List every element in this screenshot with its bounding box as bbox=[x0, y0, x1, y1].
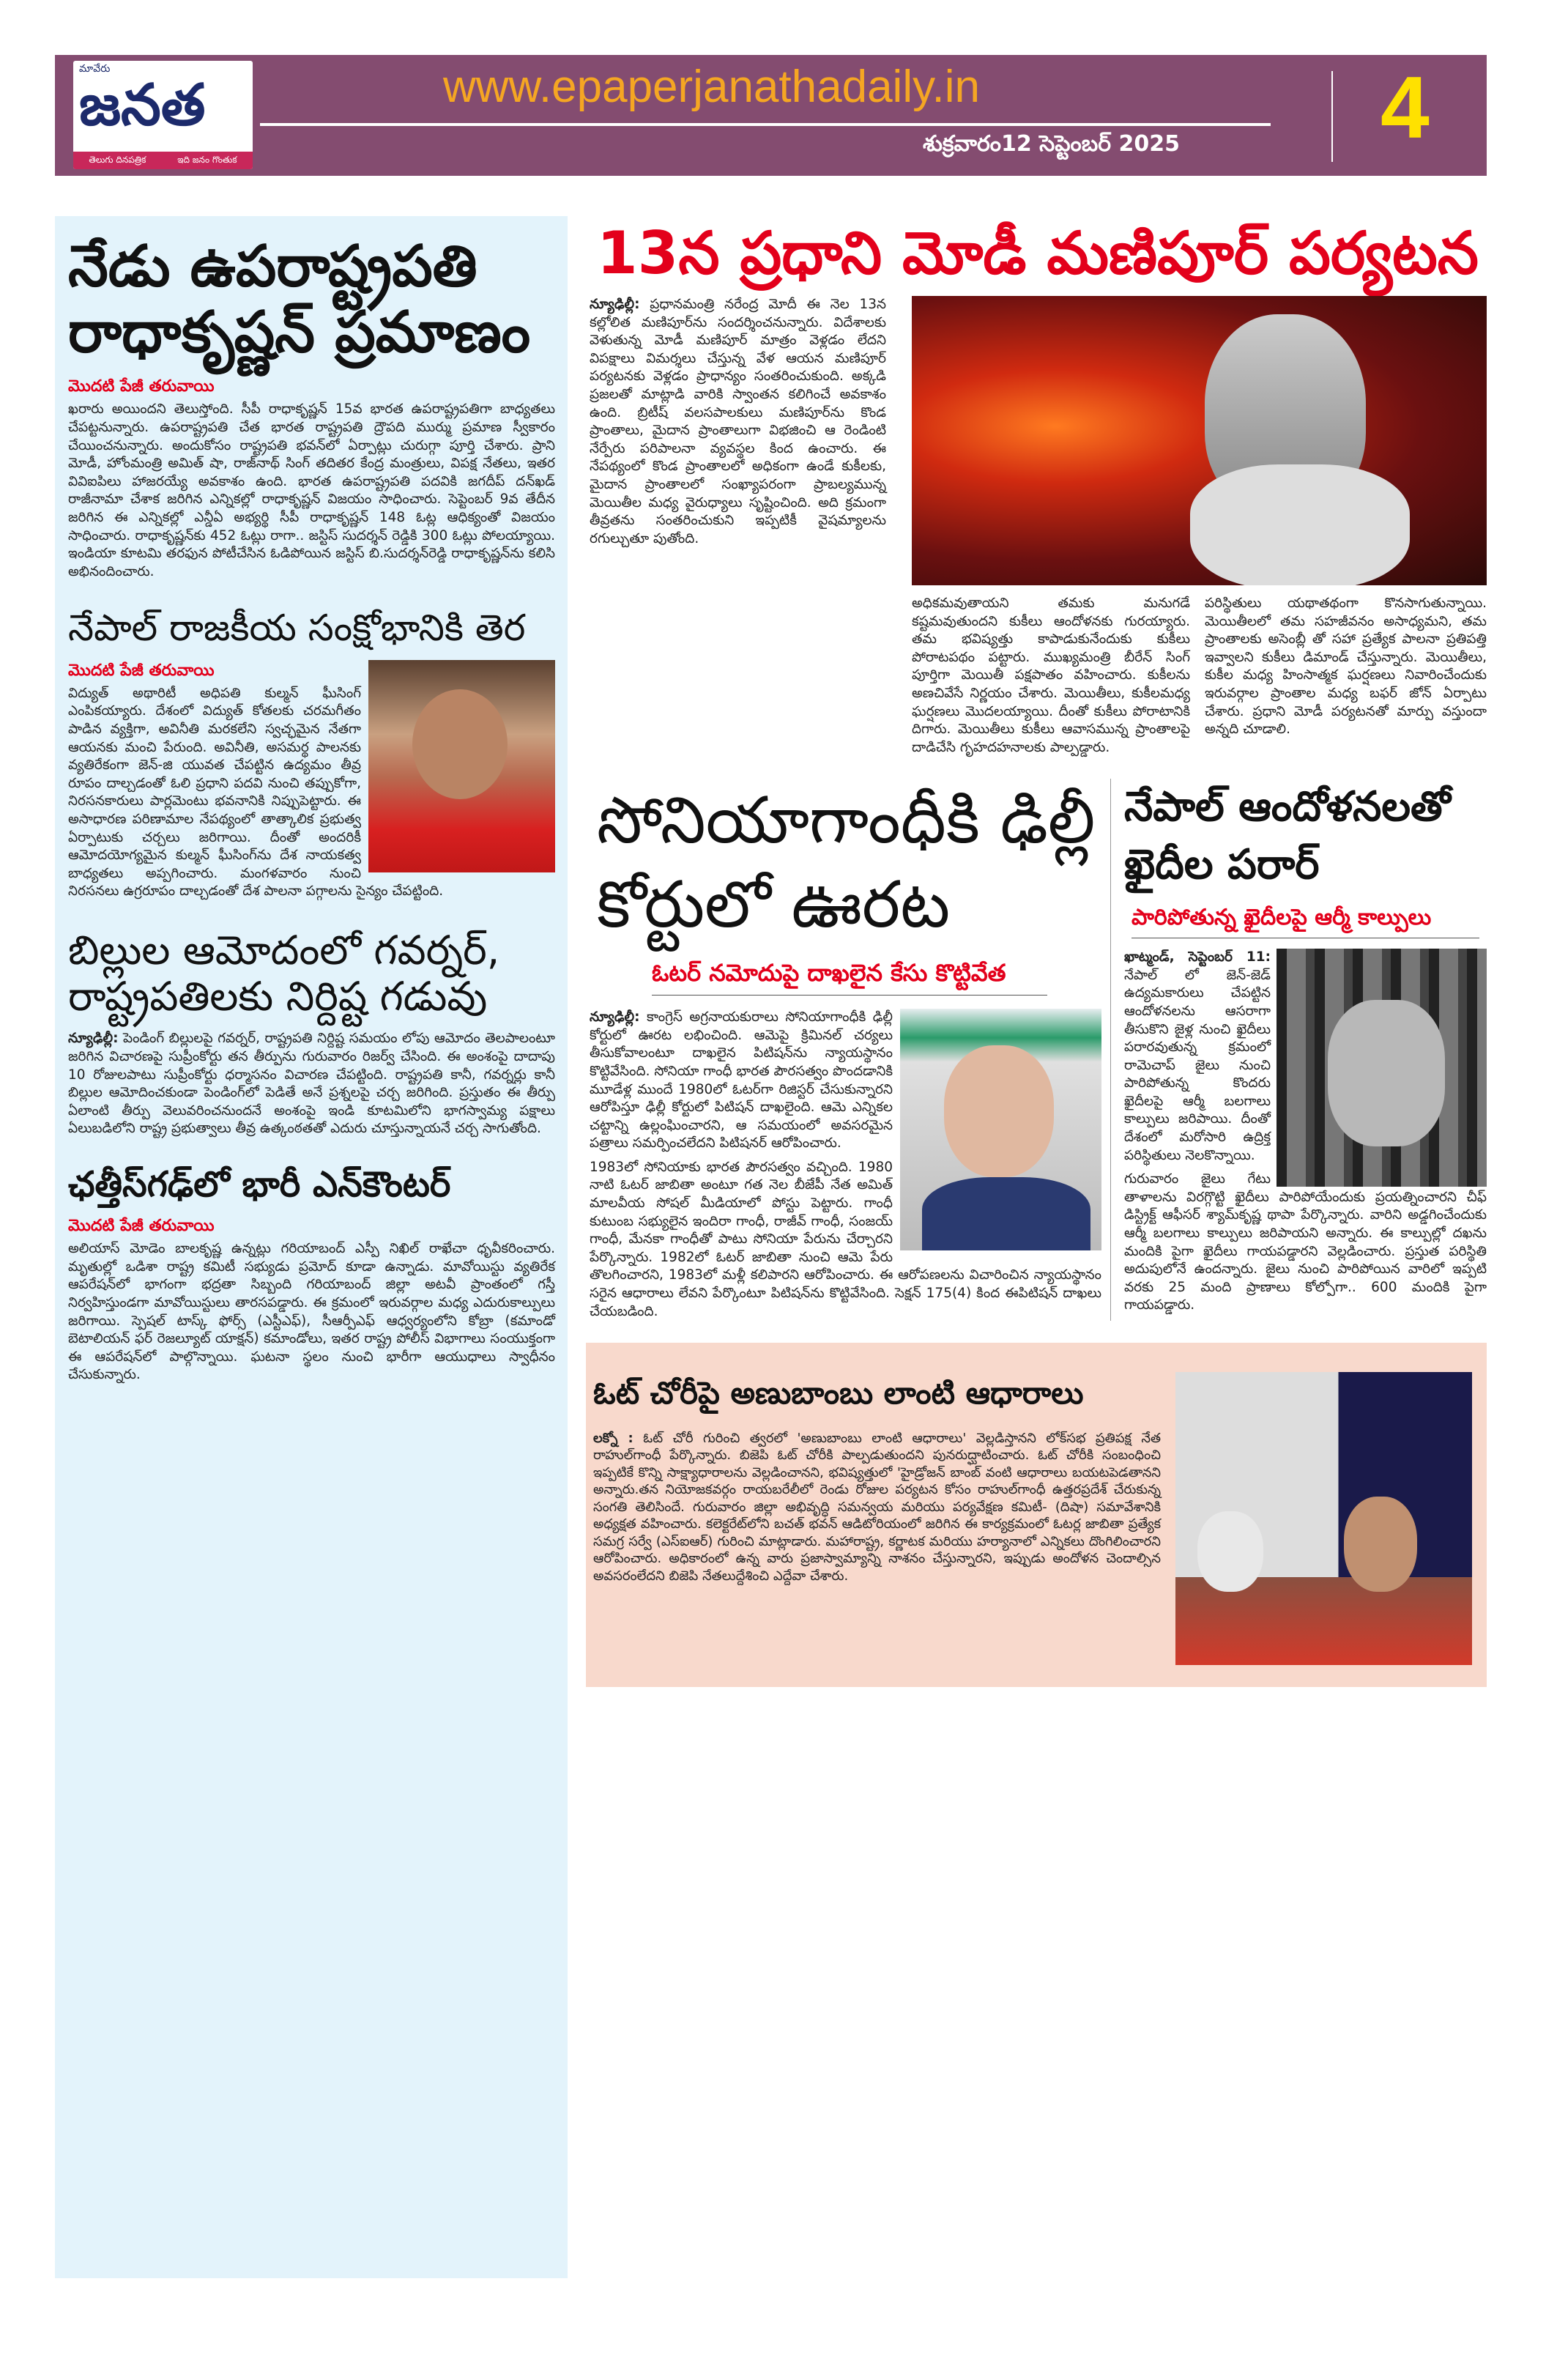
photo-sonia-gandhi bbox=[900, 1009, 1101, 1250]
dateline: లక్నో : bbox=[593, 1430, 633, 1446]
article-body-modi: న్యూఢిల్లీ: ప్రధానమంత్రి నరేంద్ర మోదీ ఈ నెల 13న కల్లోలిత మణిపూర్‌ను సందర్శించనున్నారు. విదేశాలకు వెళుతున్న మోడీ మణిపూర్ మాత్రం వెళ్లడం లేదని విపక్షాలు విమర్శలు చేస్తున్న వేళ ఆయన మణిపూర్ పర్యటనకు వెళ్లడం ప్రాధాన్యం సంతరించుకుంది. అక్కడి ప్రజలతో మాట్లాడి వారికి స్వాంతన కలిగించే అవకాశం ఉంది. బ్రిటీష్ వలసపాలకులు మణిపూర్‌ను కొండ ప్రాంతాలు, మైదాన ప్రాంతాలుగా విభజించి ఆ రెండింటి నేర్పేరు పరిపాలనా వ్యవస్థల కింద ఉంచారు. ఈ నేపథ్యంలో కొండ ప్రాంతాలలో అధికంగా ఉండే కుకీలకు, మైదాన ప్రాంతాలలో సంఖ్యాపరంగా ప్రాబల్యమున్న మెయితీల మధ్య వైరుధ్యాలు సృష్టించింది. అది క్రమంగా తీవ్రతను సంతరించుకుని ఇప్పటికీ వైషమ్యాలను రగుల్చుతూ పుతోంది. bbox=[590, 297, 886, 546]
dateline: న్యూఢిల్లీ: bbox=[68, 1031, 119, 1047]
page-number: 4 bbox=[1381, 59, 1430, 157]
article-body-chhattisgarh: అలియాస్ మోడెం బాలకృష్ణ ఉన్నట్లు గరియాబంద్ ఎస్పీ నిఖిల్ రాఖేచా ధృవీకరించారు. మృతుల్లో ఒడిశా రాష్ట్ర కమిటీ సభ్యుడు ప్రమోద్ కూడా ఉన్నాడు. మావోయిస్టు వ్యతిరేక ఆపరేషన్‌లో భాగంగా భద్రతా సిబ్బంది గరియాబంద్ జిల్లా అటవీ ప్రాంతంలో గస్తీ నిర్వహిస్తుండగా మావోయిస్టులు తారసపడ్డారు. ఈ క్రమంలో ఇరువర్గాల మధ్య ఎదురుకాల్పులు జరిగాయి. స్పెషల్ టాస్క్ ఫోర్స్ (ఎస్టీఎఫ్), సీఆర్పీఎఫ్ ఆధ్వర్యంలోని కోబ్రా (కమాండో బెటాలియన్ ఫర్ రెజల్యూట్ యాక్షన్) కమాండోలు, ఇతర రాష్ట్ర పోలీస్ విభాగాలు సంయుక్తంగా ఈ ఆపరేషన్‌లో పాల్గొన్నాయి. ఘటనా స్థలం నుంచి భారీగా ఆయుధాలు స్వాధీనం చేసుకున్నారు. bbox=[68, 1241, 555, 1383]
article-body-modi-col3: పరిస్థితులు యథాతథంగా కొనసాగుతున్నాయి. మెయితీలలో తమ సహజీవనం అసాధ్యమని, తమ ప్రాంతాలకు అసెంబ్లీ తో సహా ప్రత్యేక పాలనా ప్రతిపత్తి ఇవ్వాలని కుకీలు డిమాండ్ చేస్తున్నారు. మెయితీలు, కుకీల మధ్య హింసాత్మక ఘర్షణలు నివారించేందుకు ఇరువర్గాల ప్రాంతాల మధ్య బఫర్ జోన్ ఏర్పాటు చేశారు. ప్రధాని మోడీ పర్యటనతో మార్పు వస్తుందా అన్నది చూడాలి. bbox=[1205, 596, 1487, 738]
subheadline-sonia: ఓటర్ నమోదుపై దాఖలైన కేసు కొట్టివేత bbox=[652, 959, 1006, 987]
continued-label: మొదటి పేజీ తరువాయి bbox=[68, 1217, 215, 1236]
article-body-vp: ఖరారు అయిందని తెలుస్తోంది. సీపీ రాధాకృష్ణన్ 15వ భారత ఉపరాష్ట్రపతిగా బాధ్యతలు చేపట్టనున్నారు. ఉపరాష్ట్రపతి చేత భారత రాష్ట్రపతి ద్రౌపది ముర్ము ప్రమాణ స్వీకారం చేయించనున్నారు. అందుకోసం రాష్ట్రపతి భవన్‌లో ఏర్పాట్లు చురుగ్గా పూర్తి చేశారు. ప్రాని మోడీ, హోంమంత్రి అమిత్ షా, రాజ్‌నాథ్ సింగ్ తదితర కేంద్ర మంత్రులు, విపక్ష నేతలు, ఇతర వివిఐపిలు హాజరయ్యే అవకాశం ఉంది. భారత ఉపరాష్ట్రపతి పదవికి జగదీప్ దన్‌ఖడ్ రాజీనామా చేశాక జరిగిన ఎన్నికల్లో రాధాకృష్ణన్ విజయం సాధించారు. సెప్టెంబర్ 9వ తేదీన జరిగిన ఈ ఎన్నికల్లో ఎన్డీఏ అభ్యర్థి సీపీ రాధాకృష్ణన్ 148 ఓట్ల ఆధిక్యంతో విజయం సాధించారు. రాధాకృష్ణన్‌కు 452 ఓట్లు రాగా.. జస్టిస్ సుదర్శన్ రెడ్డికి 300 ఓట్లు పోలయ్యాయి. ఇండియా కూటమి తరఫున పోటీచేసిన ఓడిపోయిన జస్టిస్ బి.సుదర్శన్‌రెడ్డి రాధాకృష్ణన్‌ను కలిసి అభినందించారు. bbox=[68, 401, 555, 579]
continued-label: మొదటి పేజీ తరువాయి bbox=[68, 661, 215, 680]
article-body-sonia-cont: 1983లో సోనియాకు భారత పౌరసత్వం వచ్చింది. 1980 నాటి ఓటర్ జాబితా అంటూ గత నెల బీజేపీ నేత అమిత్ మాలవీయ సోషల్ మీడియాలో పోస్టు పెట్టారు. గాంధీ కుటుంబ సభ్యులైన ఇందిరా గాంధీ, రాజీవ్ గాంధీ, సంజయ్ గాంధీ, మేనకా గాంధీతో పాటు సోనియా పేరును చేర్చారని పేర్కొన్నారు. 1982లో ఓటర్ జాబితా నుంచి ఆమె పేరు తొలగించారని, 1983లో మళ్లీ కలిపారని ఆరోపించారు. ఈ ఆరోపణలను విచారించిన న్యాయస్థానం సరైన ఆధారాలు లేవని పేర్కొంటూ పిటిషన్‌ను కొట్టివేసింది. సెక్షన్ 175(4) కింద ఈపిటిషన్ దాఖలు చేయబడింది. bbox=[590, 1159, 1101, 1319]
headline-sonia: సోనియాగాంధీకి ఢిల్లీ కోర్టులో ఊరట bbox=[597, 782, 1096, 942]
divider bbox=[652, 995, 1047, 996]
headline-vp: నేడు ఉపరాష్ట్రపతి రాధాకృష్ణన్ ప్రమాణం bbox=[68, 234, 531, 366]
masthead bbox=[55, 55, 1487, 176]
article-body-vote-theft: లక్నో : ఓట్ చోరీ గురించి త్వరలో 'అణుబాంబు లాంటి ఆధారాలు' వెల్లడిస్తానని లోక్‌సభ ప్రతిపక్ష నేత రాహుల్‌గాంధీ పేర్కొన్నారు. బిజెపి ఓట్ చోరీకి పాల్పడుతుందని పునరుద్ఘాటించారు. ఓట్ చోరీకి సంబంధించి ఇప్పటికే కొన్ని సాక్ష్యాధారాలను వెల్లడించానని, భవిష్యత్తులో 'హైడ్రోజన్ బాంబ్ వంటి ఆధారాలు బయటపెడతానని అన్నారు.తన నియోజకవర్గం రాయబరేలీలో రెండు రోజుల పర్యటన కోసం రాహుల్‌గాంధీ ఉత్తరప్రదేశ్ చేరుకున్న సంగతి తెలిసిందే. గురువారం జిల్లా అభివృద్ధి సమన్వయ మరియు పర్యవేక్షణ కమిటీ- (దిషా) సమావేశానికి అధ్యక్షత వహించారు. కలెక్టరేట్‌లోని బచత్ భవన్ ఆడిటోరియంలో జరిగిన ఈ కార్యక్రమంలో ఓటర్ల జాబితా ప్రత్యేక సమగ్ర సర్వే (ఎస్ఐఆర్) గురించి మాట్లాడారు. మహారాష్ట్ర, కర్ణాటక మరియు హర్యానాలో ఎన్నికలు దొంగిలించారని ఆరోపించారు. అధికారంలో ఉన్న వారు ప్రజాస్వామ్యాన్ని నాశనం చేస్తున్నారని, ఇప్పుడు అందోళన చెందాల్సిన అవసరంలేదని బిజెపి నేతలుద్దేశించి ఎద్దేవా చేశారు. bbox=[593, 1430, 1161, 1584]
article-body-nepal-politics: విద్యుత్ అథారిటీ అధిపతి కుల్మన్ ఘీసింగ్ ఎంపికయ్యారు. దేశంలో విద్యుత్ కోతలకు చరమగీతం పాడిన వ్యక్తిగా, అవినీతి మరకలేని స్వచ్ఛమైన నేతగా ఆయనకు మంచి పేరుంది. అవినీతి, అసమర్థ పాలనకు వ్యతిరేకంగా జెన్-జి యువత చేపట్టిన ఉద్యమం తీవ్ర రూపం దాల్చడంతో ఓలి ప్రధాని పదవి నుంచి తప్పుకోగా, నిరసనకారులు పార్లమెంటు భవనానికి నిప్పుపెట్టారు. ఈ అసాధారణ పరిణామాల నేపథ్యంలో తాత్కాలిక ప్రభుత్వ ఏర్పాటుకు చర్చలు జరిగాయి. దీంతో అందరికీ ఆమోదయోగ్యమైన కుల్మన్ ఘీసింగ్‌ను దేశ నాయకత్వ బాధ్యతలు అప్పగించారు. మంగళవారం నుంచి నిరసనలు ఉగ్రరూపం దాల్చడంతో దేశ పాలనా పగ్గాలను సైన్యం చేపట్టింది. bbox=[68, 685, 444, 900]
dateline: న్యూఢిల్లీ: bbox=[590, 1009, 640, 1026]
divider bbox=[1331, 71, 1333, 162]
article-body-nepal-prisoners: ఖాట్మండ్, సెప్టెంబర్ 11: నేపాల్ లో జెన్-జెడ్ ఉద్యమకారులు చేపట్టిన ఆందోళనలను ఆసరాగా తీసుకొని జైళ్ల నుంచి ఖైదీలు పరారవుతున్న క్రమంలో రామెచాప్ జైలు నుంచి పారిపోతున్న కొందరు ఖైదీలపై ఆర్మీ బలగాలు కాల్పులు జరిపాయి. దీంతో దేశంలో మరోసారి ఉద్రిక్త పరిస్థితులు నెలకొన్నాయి. bbox=[1124, 949, 1271, 1163]
headline-modi-manipur: 13న ప్రధాని మోడీ మణిపూర్ పర్యటన bbox=[597, 219, 1479, 287]
logo-tagline-right: ఇది జనం గొంతుక bbox=[177, 154, 237, 165]
logo-small-text: మావేరు bbox=[79, 63, 111, 75]
website-url[interactable]: www.epaperjanathadaily.in bbox=[443, 62, 980, 112]
photo-kulman-ghising bbox=[368, 660, 555, 872]
logo-text: జనత bbox=[79, 73, 206, 138]
article-body-nepal-prisoners-cont: గురువారం జైలు గేటు తాళాలను విరగ్గొట్టి ఖైదీలు పారిపోయేందుకు ప్రయత్నించారని చీఫ్ డిస్ట్రిక్ట్ ఆఫీసర్ శ్యామ్‌కృష్ణ థాపా పేర్కొన్నారు. వారిని అడ్డగించేందుకు ఆర్మీ బలగాలు కాల్పులు జరిపాయని అన్నారు. ఈ కాల్పుల్లో దఖను మందికి పైగా ఖైదీలు గాయపడ్డారని వెల్లడించారు. ప్రస్తుత పరిస్థితి అదుపులోనే ఉందన్నారు. జైలు నుంచి పారిపోయిన వారిలో ఇప్పటి వరకు 25 మంది ప్రాణాలు కోల్పోగా.. 600 మందికి పైగా గాయపడ్డారు. bbox=[1124, 1171, 1487, 1313]
dateline: న్యూఢిల్లీ: bbox=[590, 297, 640, 312]
headline-vote-theft: ఓట్ చోరీపై అణుబాంబు లాంటి ఆధారాలు bbox=[593, 1375, 1084, 1412]
left-column bbox=[55, 216, 568, 2278]
modi-right-block bbox=[912, 296, 1487, 757]
continued-label: మొదటి పేజీ తరువాయి bbox=[68, 377, 215, 396]
sonia-body-block bbox=[590, 1009, 1101, 1321]
logo-tagline-left: తెలుగు దినపత్రిక bbox=[89, 154, 146, 165]
headline-bills: బిల్లుల ఆమోదంలో గవర్నర్, రాష్ట్రపతిలకు నిర్దిష్ట గడువు bbox=[68, 926, 500, 1020]
nepal-prisoners-article bbox=[1111, 779, 1487, 1315]
divider bbox=[260, 123, 1271, 126]
photo-rahul-gandhi-meeting bbox=[1175, 1372, 1472, 1665]
headline-chhattisgarh: ఛత్తీస్‌గఢ్‌లో భారీ ఎన్‌కౌంటర్ bbox=[68, 1164, 451, 1205]
article-body-bills: న్యూఢిల్లీ: పెండింగ్ బిల్లులపై గవర్నర్, రాష్ట్రపతి నిర్దిష్ట సమయం లోపు ఆమోదం తెలపాలంటూ జరిగిన విచారణపై సుప్రీంకోర్టు తన తీర్పును గురువారం రిజర్వ్ చేసింది. ఈ అంశంపై దాదాపు 10 రోజులపాటు సుప్రీంకోర్టు ధర్మాసనం విచారణ చేపట్టింది. రాష్ట్రపతి కానీ, గవర్నర్లు కానీ బిల్లుల ఆమోదించకుండా పెండింగ్‌లో పెడితే అనే ప్రశ్నలపై చర్చ జరిగింది. ప్రస్తుతం ఈ తీర్పు ఏలాంటి తీర్పు వెలువరించనుందనే అంశంపై ఇండి కూటమిలోని భాగస్వామ్య పక్షాలు ఏలుబడిలోని రాష్ట్ర ప్రభుత్వాలు తీవ్ర ఉత్కంఠతతో ఎదురు చూస్తున్నాయనే చర్చ సాగుతోంది. bbox=[68, 1031, 555, 1137]
headline-nepal-prisoners: నేపాల్ ఆందోళనలతో ఖైదీల పరార్ bbox=[1124, 783, 1451, 889]
issue-date: శుక్రవారం12 సెప్టెంబర్ 2025 bbox=[923, 131, 1181, 157]
right-area bbox=[586, 220, 1487, 1687]
sonia-article bbox=[586, 779, 1111, 1321]
vote-theft-box bbox=[586, 1343, 1487, 1687]
subheadline-nepal-prisoners: పారిపోతున్న ఖైదీలపై ఆర్మీ కాల్పులు bbox=[1131, 905, 1432, 931]
nepal-politics-block bbox=[68, 660, 555, 901]
nepal-prisoners-body-block bbox=[1124, 949, 1487, 1315]
article-body-sonia: న్యూఢిల్లీ: కాంగ్రెస్ అగ్రనాయకురాలు సోనియాగాంధీకి ఢిల్లీ కోర్టులో ఊరట లభించింది. ఆమెపై క్రిమినల్ చర్యలు తీసుకోవాలంటూ దాఖలైన పిటిషన్‌ను న్యాయస్థానం కొట్టివేసింది. సోనియా గాంధీ భారత పౌరసత్వం పొందడానికి మూడేళ్ల ముందే 1980లో ఓటర్‌గా రిజిస్టర్ చేసుకున్నారని ఆరోపిస్తూ ఢిల్లీ కోర్టులో పిటిషన్ దాఖలైంది. ఆమె ఎన్నికల చట్టాన్ని ఉల్లంఘించారని, ఆ సమయంలో అవసరమైన పత్రాలు సమర్పించలేదని పిటిషనర్ ఆరోపించారు. bbox=[590, 1009, 893, 1152]
newspaper-logo bbox=[73, 61, 253, 169]
photo-prison-bars bbox=[1277, 949, 1487, 1187]
photo-modi-manipur bbox=[912, 296, 1487, 585]
dateline: ఖాట్మండ్, సెప్టెంబర్ 11: bbox=[1124, 949, 1271, 965]
headline-nepal-politics: నేపాల్ రాజకీయ సంక్షోభానికి తెర bbox=[68, 607, 526, 650]
article-body-modi-col2: అధికమవుతాయని తమకు మనుగడే కష్టమవుతుందని కుకీలు ఆందోళనకు గురయ్యారు. తమ భవిష్యత్తు కాపాడుకునేందుకు కుకీలు పోరాటపథం పట్టారు. ముఖ్యమంత్రి బీరేన్ సింగ్ పూర్తిగా మెయితీ పక్షపాతం వహించారు. కుకీలను అణచివేసే నిర్ణయం చేశారు. మెయితీలు, కుకీలమధ్య ఘర్షణలు మొదలయ్యాయి. దీంతో కుకీలు పోరాటానికి దిగారు. మెయితీలు కుకీలు ఆవాసమున్న ప్రాంతాలపై దాడిచేసి గృహదహనాలకు పాల్పడ్డారు. bbox=[912, 596, 1190, 755]
